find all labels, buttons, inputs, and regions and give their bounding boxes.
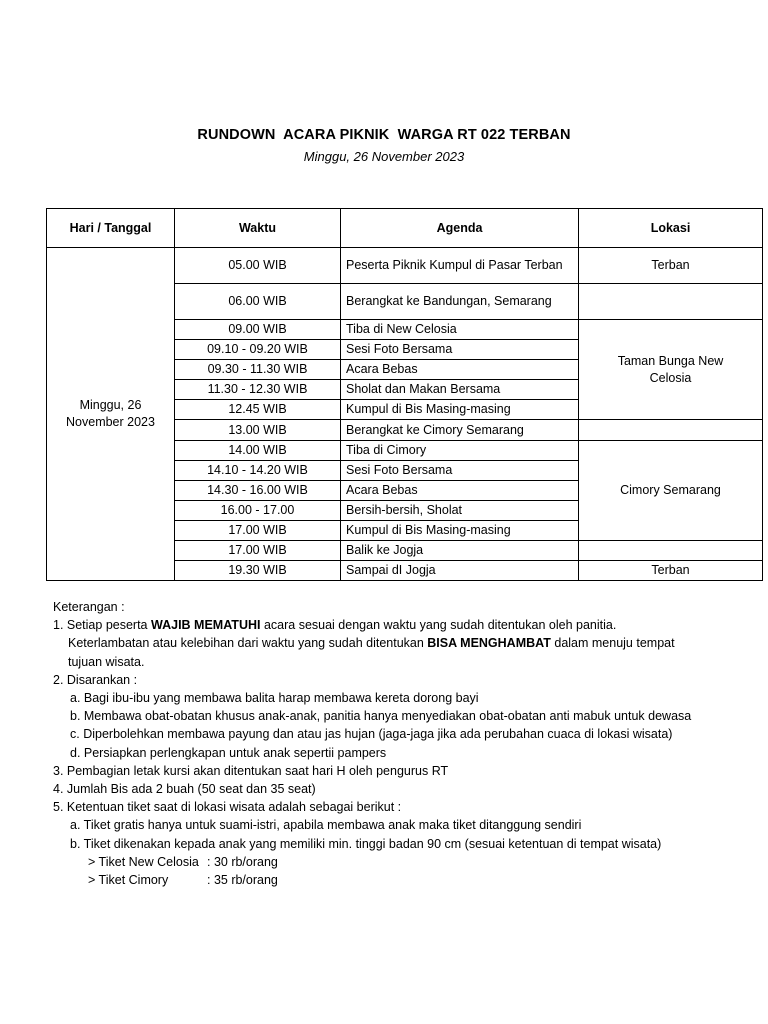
note-item-3: 3. Pembagian letak kursi akan ditentukan saat hari H oleh pengurus RT	[53, 763, 449, 778]
note-item-5: 5. Ketentuan tiket saat di lokasi wisata adalah sebagai berikut :	[53, 800, 402, 815]
note-emphasis: WAJIB MEMATUHI	[150, 618, 261, 633]
time-cell: 14.10 - 14.20 WIB	[175, 460, 341, 480]
location-cell-empty	[579, 420, 763, 440]
header-waktu: Waktu	[175, 209, 341, 248]
note-text: 1. Setiap peserta	[53, 618, 151, 633]
note-item-4: 4. Jumlah Bis ada 2 buah (50 seat dan 35 seat)	[53, 782, 316, 797]
note-item-2: 2. Disarankan :	[53, 672, 138, 687]
agenda-cell: Balik ke Jogja	[341, 541, 579, 561]
note-subitem: c. Diperbolehkan membawa payung dan atau jas hujan (jaga-jaga jika ada perubahan cuaca di lokasi wisata)	[70, 727, 673, 742]
agenda-cell: Sesi Foto Bersama	[341, 460, 579, 480]
location-label: Taman Bunga New Celosia	[617, 353, 724, 385]
table-header-row	[47, 209, 763, 248]
agenda-cell: Kumpul di Bis Masing-masing	[341, 400, 579, 420]
time-cell: 17.00 WIB	[175, 520, 341, 540]
ticket-label: > Tiket Cimory	[88, 873, 169, 888]
note-subitem: a. Bagi ibu-ibu yang membawa balita harap membawa kereta dorong bayi	[70, 691, 479, 706]
agenda-cell: Berangkat ke Cimory Semarang	[341, 420, 579, 440]
location-cell-new-celosia	[579, 320, 763, 420]
agenda-cell: Kumpul di Bis Masing-masing	[341, 520, 579, 540]
ticket-price-cimory	[53, 871, 753, 889]
time-cell: 11.30 - 12.30 WIB	[175, 380, 341, 400]
ticket-price: : 30 rb/orang	[207, 854, 278, 869]
time-cell: 09.30 - 11.30 WIB	[175, 360, 341, 380]
note-emphasis: BISA MENGHAMBAT	[427, 636, 551, 651]
time-cell: 09.00 WIB	[175, 320, 341, 340]
time-cell: 14.00 WIB	[175, 440, 341, 460]
time-cell: 12.45 WIB	[175, 400, 341, 420]
time-cell: 14.30 - 16.00 WIB	[175, 480, 341, 500]
note-item-1-cont	[53, 634, 753, 652]
rundown-table	[46, 208, 763, 581]
time-cell: 17.00 WIB	[175, 541, 341, 561]
note-subitem: b. Tiket dikenakan kepada anak yang memiliki min. tinggi badan 90 cm (sesuai ketentuan di tempat wisata)	[70, 836, 662, 851]
agenda-cell: Sesi Foto Bersama	[341, 340, 579, 360]
note-text: acara sesuai dengan waktu yang sudah ditentukan oleh panitia.	[260, 618, 617, 633]
agenda-cell: Sholat dan Makan Bersama	[341, 380, 579, 400]
agenda-cell: Berangkat ke Bandungan, Semarang	[341, 284, 579, 320]
table-row	[47, 248, 763, 284]
agenda-cell: Peserta Piknik Kumpul di Pasar Terban	[341, 248, 579, 284]
agenda-cell: Tiba di New Celosia	[341, 320, 579, 340]
location-cell-empty	[579, 284, 763, 320]
agenda-cell: Sampai dI Jogja	[341, 561, 579, 581]
time-cell: 13.00 WIB	[175, 420, 341, 440]
document-title: RUNDOWN ACARA PIKNIK WARGA RT 022 TERBAN	[197, 127, 571, 143]
note-text: Keterlambatan atau kelebihan dari waktu yang sudah ditentukan	[68, 636, 428, 651]
ticket-price: : 35 rb/orang	[207, 873, 278, 888]
agenda-cell: Acara Bebas	[341, 480, 579, 500]
note-subitem: d. Persiapkan perlengkapan untuk anak sepertii pampers	[70, 745, 387, 760]
ticket-label: > Tiket New Celosia	[88, 854, 199, 869]
location-cell-cimory: Cimory Semarang	[579, 440, 763, 540]
time-cell: 19.30 WIB	[175, 561, 341, 581]
note-item-1-cont: tujuan wisata.	[68, 654, 145, 669]
location-cell-empty	[579, 541, 763, 561]
time-cell: 06.00 WIB	[175, 284, 341, 320]
day-label: Minggu, 26 November 2023	[66, 398, 155, 430]
header-hari-tanggal: Hari / Tanggal	[47, 209, 175, 248]
day-cell	[47, 248, 175, 581]
agenda-cell: Bersih-bersih, Sholat	[341, 500, 579, 520]
note-text: dalam menuju tempat	[550, 636, 675, 651]
notes-section	[53, 598, 753, 889]
note-subitem: a. Tiket gratis hanya untuk suami-istri, apabila membawa anak maka tiket ditanggung sendiri	[70, 818, 582, 833]
ticket-price-new-celosia	[53, 853, 753, 871]
note-subitem: b. Membawa obat-obatan khusus anak-anak, panitia hanya menyediakan obat-obatan anti mabuk untuk dewasa	[70, 709, 692, 724]
time-cell: 16.00 - 17.00	[175, 500, 341, 520]
document-subtitle: Minggu, 26 November 2023	[303, 149, 465, 164]
notes-heading: Keterangan :	[53, 600, 125, 614]
time-cell: 05.00 WIB	[175, 248, 341, 284]
time-cell: 09.10 - 09.20 WIB	[175, 340, 341, 360]
agenda-cell: Tiba di Cimory	[341, 440, 579, 460]
location-cell-terban: Terban	[579, 561, 763, 581]
header-agenda: Agenda	[341, 209, 579, 248]
location-cell-terban: Terban	[579, 248, 763, 284]
header-lokasi: Lokasi	[579, 209, 763, 248]
agenda-cell: Acara Bebas	[341, 360, 579, 380]
note-item-1	[53, 616, 753, 634]
